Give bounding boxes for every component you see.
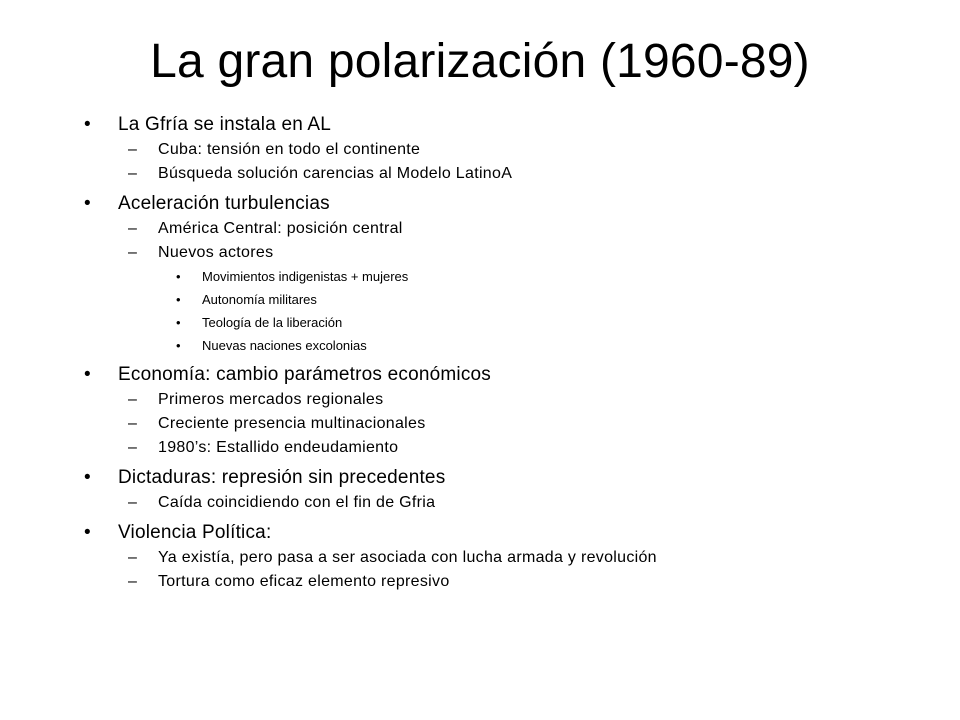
- dash-icon: –: [128, 391, 138, 408]
- bullet-icon: •: [176, 269, 181, 284]
- sub-sub-item-text: Teología de la liberación: [202, 315, 343, 330]
- bullet-icon: •: [84, 193, 91, 214]
- dash-icon: –: [128, 415, 138, 432]
- sub-item-text: 1980’s: Estallido endeudamiento: [158, 439, 399, 456]
- dash-icon: –: [128, 141, 138, 158]
- bullet-text: Aceleración turbulencias: [118, 193, 330, 214]
- bullet-item: [84, 464, 924, 491]
- sub-item-text: Primeros mercados regionales: [158, 391, 384, 408]
- sub-sub-item: [84, 311, 924, 334]
- dash-icon: –: [128, 244, 138, 261]
- sub-item: [84, 412, 924, 436]
- bullet-icon: •: [176, 292, 181, 307]
- bullet-text: Violencia Política:: [118, 522, 272, 543]
- bullet-text: La Gfría se instala en AL: [118, 114, 332, 135]
- sub-sub-item-text: Nuevas naciones excolonias: [202, 338, 367, 353]
- dash-icon: –: [128, 165, 138, 182]
- sub-item-text: América Central: posición central: [158, 220, 403, 237]
- dash-icon: –: [128, 220, 138, 237]
- sub-item: [84, 162, 924, 186]
- sub-item: [84, 436, 924, 460]
- sub-sub-item: [84, 288, 924, 311]
- bullet-item: [84, 519, 924, 546]
- bullet-text: Dictaduras: represión sin precedentes: [118, 467, 446, 488]
- sub-sub-item-text: Autonomía militares: [202, 292, 317, 307]
- sub-item-text: Nuevos actores: [158, 244, 274, 261]
- sub-item-text: Cuba: tensión en todo el continente: [158, 141, 421, 158]
- sub-item: [84, 241, 924, 265]
- bullet-icon: •: [84, 114, 91, 135]
- dash-icon: –: [128, 573, 138, 590]
- sub-item-text: Caída coincidiendo con el fin de Gfria: [158, 494, 436, 511]
- slide-content: [84, 107, 924, 594]
- dash-icon: –: [128, 494, 138, 511]
- sub-item: [84, 138, 924, 162]
- dash-icon: –: [128, 439, 138, 456]
- slide-title: La gran polarización (1960-89): [150, 35, 810, 88]
- bullet-icon: •: [84, 364, 91, 385]
- bullet-icon: •: [176, 338, 181, 353]
- bullet-text: Economía: cambio parámetros económicos: [118, 364, 491, 385]
- dash-icon: –: [128, 549, 138, 566]
- bullet-icon: •: [176, 315, 181, 330]
- sub-item: [84, 570, 924, 594]
- sub-item-text: Tortura como eficaz elemento represivo: [158, 573, 450, 590]
- bullet-icon: •: [84, 522, 91, 543]
- sub-sub-item-text: Movimientos indigenistas + mujeres: [202, 269, 409, 284]
- sub-sub-item: [84, 334, 924, 357]
- bullet-item: [84, 361, 924, 388]
- sub-item: [84, 491, 924, 515]
- sub-item: [84, 546, 924, 570]
- sub-item-text: Ya existía, pero pasa a ser asociada con lucha armada y revolución: [158, 549, 657, 566]
- sub-item: [84, 388, 924, 412]
- sub-item-text: Búsqueda solución carencias al Modelo LatinoA: [158, 165, 513, 182]
- sub-item-text: Creciente presencia multinacionales: [158, 415, 426, 432]
- sub-sub-item: [84, 265, 924, 288]
- sub-item: [84, 217, 924, 241]
- bullet-item: [84, 190, 924, 217]
- bullet-icon: •: [84, 467, 91, 488]
- bullet-item: [84, 111, 924, 138]
